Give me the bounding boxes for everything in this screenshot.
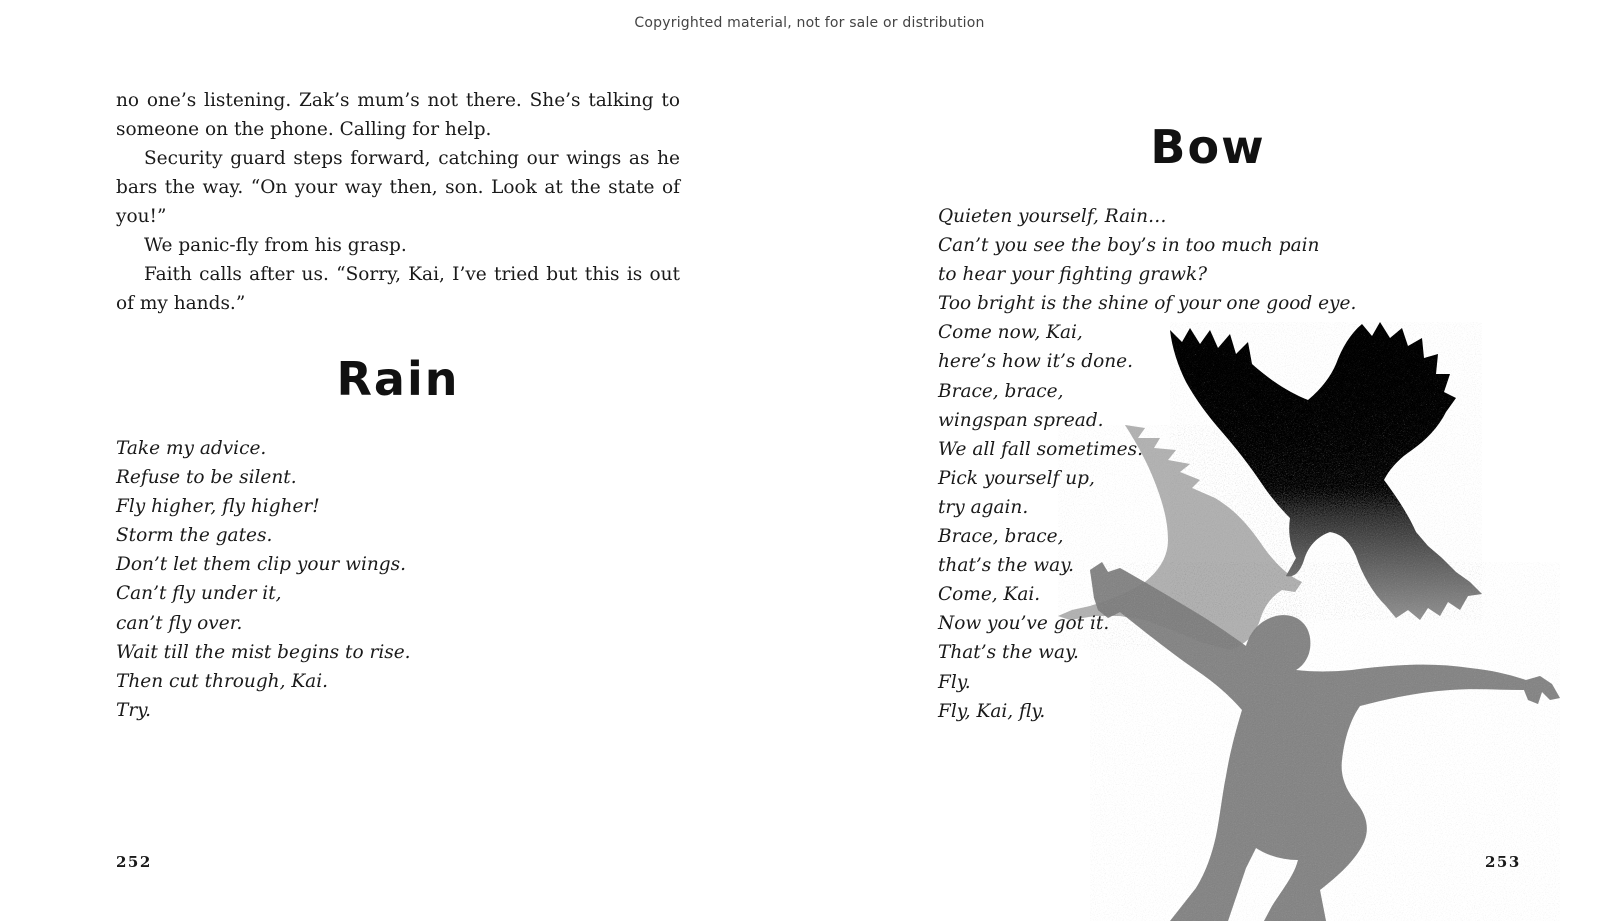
poem-line: Too bright is the shine of your one good eye. [938, 293, 1357, 315]
poem-bow [938, 202, 1356, 726]
poem-line: Can’t you see the boy’s in too much pain [938, 235, 1320, 257]
poem-line: here’s how it’s done. [938, 351, 1134, 373]
poem-line: That’s the way. [938, 642, 1079, 664]
poem-line: try again. [938, 496, 1029, 518]
paragraph: Security guard steps forward, catching our wings as he bars the way. “On your way then, son. Look at the state of you!” [116, 148, 680, 227]
poem-line: Can’t fly under it, [116, 583, 282, 605]
paragraph: no one’s listening. Zak’s mum’s not there. She’s talking to someone on the phone. Calling for help. [116, 90, 680, 140]
poem-line: can’t fly over. [116, 612, 243, 634]
poem-line: Come, Kai. [938, 584, 1041, 606]
poem-line: wingspan spread. [938, 409, 1104, 431]
poem-line: Brace, brace, [938, 380, 1064, 402]
poem-line: We all fall sometimes. [938, 438, 1144, 460]
paragraph: Faith calls after us. “Sorry, Kai, I’ve tried but this is out of my hands.” [116, 264, 680, 314]
poem-line: Then cut through, Kai. [116, 670, 329, 692]
poem-rain [116, 434, 411, 725]
poem-line: Try. [116, 699, 152, 721]
poem-line: Don’t let them clip your wings. [116, 554, 407, 576]
poem-title-bow: Bow [1150, 120, 1266, 174]
poem-line: Brace, brace, [938, 526, 1064, 548]
page-number-right: 253 [1485, 853, 1521, 871]
poem-line: Fly. [938, 671, 971, 693]
poem-line: Take my advice. [116, 438, 267, 459]
poem-title-rain: Rain [336, 352, 460, 406]
poem-line: Fly higher, fly higher! [116, 496, 320, 518]
poem-line: Come now, Kai, [938, 322, 1083, 344]
left-page [0, 0, 800, 921]
paragraph: We panic-fly from his grasp. [144, 235, 407, 256]
poem-line: Pick yourself up, [938, 467, 1095, 489]
copyright-notice: Copyrighted material, not for sale or distribution [634, 15, 985, 31]
poem-line: Storm the gates. [116, 525, 273, 547]
prose-block [116, 86, 680, 318]
poem-line: Quieten yourself, Rain… [938, 206, 1167, 227]
poem-line: Fly, Kai, fly. [938, 700, 1046, 722]
poem-line: that’s the way. [938, 555, 1074, 577]
poem-line: Now you’ve got it. [938, 613, 1110, 635]
poem-line: Refuse to be silent. [116, 467, 297, 489]
poem-line: to hear your fighting grawk? [938, 264, 1208, 286]
poem-line: Wait till the mist begins to rise. [116, 641, 411, 663]
page-number-left: 252 [116, 853, 152, 871]
